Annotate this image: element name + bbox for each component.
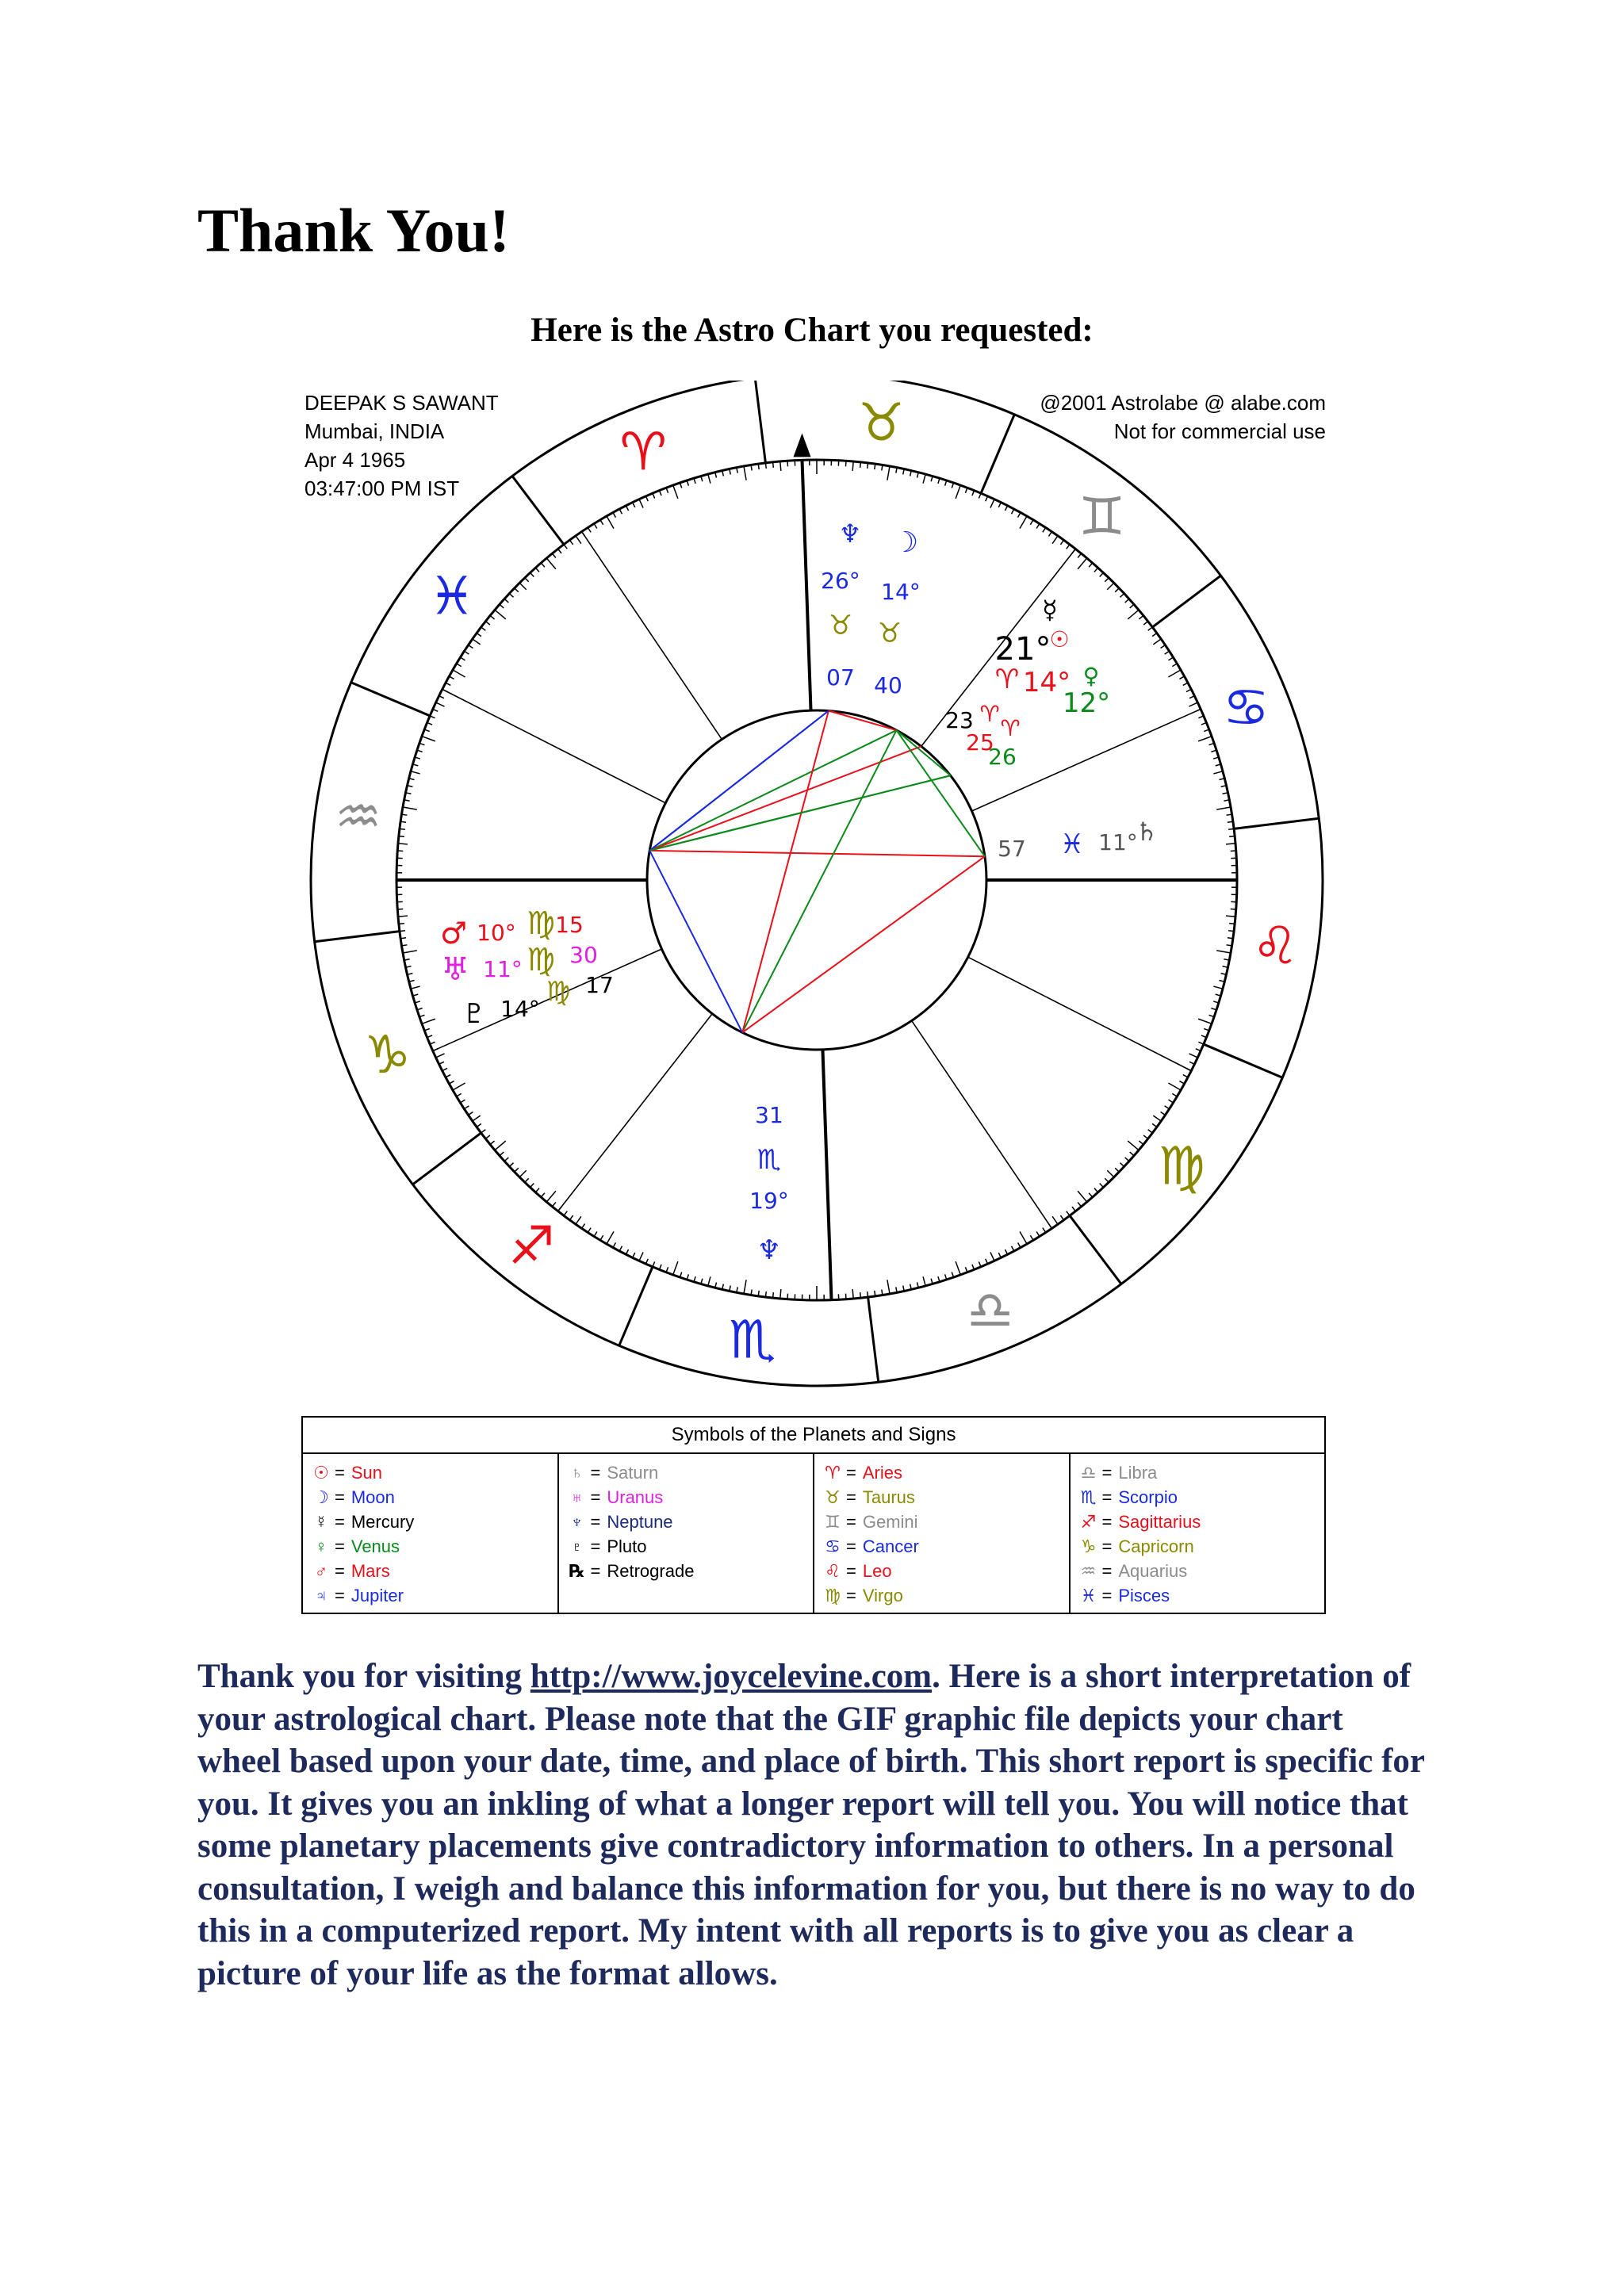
- chart-planet-label: ♏: [756, 1144, 782, 1176]
- legend-label: Sun: [350, 1462, 383, 1483]
- legend-equals: =: [590, 1487, 601, 1507]
- legend-label: Mars: [350, 1560, 390, 1581]
- legend-item-saturn: [567, 1460, 806, 1485]
- legend-item-leo: [822, 1559, 1061, 1583]
- aquarius-sign-icon: ♒: [335, 786, 382, 848]
- legend-equals: =: [1101, 1487, 1113, 1507]
- legend-label: Taurus: [862, 1487, 915, 1507]
- degree-tick: [780, 1289, 781, 1299]
- legend-label: Gemini: [862, 1511, 918, 1532]
- legend-item-pluto: [567, 1534, 806, 1559]
- chart-planet-label: 31: [755, 1102, 783, 1128]
- legend-item-cancer: [822, 1534, 1061, 1559]
- retrograde-symbol-icon: ℞: [569, 1560, 585, 1581]
- chart-planet-label: ♈: [994, 664, 1020, 695]
- pisces-symbol-icon: ♓: [1080, 1585, 1097, 1605]
- legend-item-mars: [311, 1559, 550, 1583]
- degree-tick: [399, 836, 404, 837]
- chart-planet-label: ♉: [828, 610, 853, 641]
- interpretation-paragraph: [197, 1655, 1434, 1995]
- legend-label: Saturn: [607, 1462, 659, 1483]
- chart-planet-label: ☉: [1049, 626, 1070, 652]
- sagittarius-sign-icon: ♐: [508, 1215, 556, 1277]
- legend-label: Retrograde: [607, 1560, 695, 1581]
- degree-tick: [1228, 821, 1233, 822]
- chart-planet-label: ♆: [838, 519, 862, 549]
- usage-notice: Not for commercial use: [1113, 419, 1326, 443]
- legend-label: Aries: [862, 1462, 902, 1483]
- cancer-symbol-icon: ♋: [825, 1536, 841, 1556]
- legend-equals: =: [1101, 1560, 1113, 1581]
- legend-equals: =: [335, 1462, 345, 1483]
- legend-equals: =: [846, 1511, 856, 1532]
- chart-planet-label: 14°: [1022, 667, 1071, 698]
- capricorn-symbol-icon: ♑: [1080, 1536, 1097, 1556]
- chart-planet-label: 57: [998, 836, 1026, 862]
- legend-item-virgo: [822, 1583, 1061, 1608]
- degree-tick: [765, 463, 766, 469]
- page-title: Thank You!: [197, 196, 510, 265]
- legend-item-moon: [311, 1485, 550, 1510]
- legend-label: Aquarius: [1118, 1560, 1188, 1581]
- pisces-sign-icon: ♓: [428, 565, 476, 627]
- legend-label: Leo: [862, 1560, 892, 1581]
- chart-planet-label: 25: [966, 729, 994, 756]
- chart-planet-label: ☿: [1042, 595, 1058, 625]
- legend-equals: =: [846, 1487, 856, 1507]
- legend-label: Libra: [1118, 1462, 1158, 1483]
- legend-item-retrograde: [567, 1559, 806, 1583]
- chart-planet-label: ♉: [877, 618, 902, 649]
- legend-label: Venus: [350, 1536, 400, 1556]
- chart-planet-label: 14°: [500, 996, 540, 1022]
- degree-tick: [860, 1292, 861, 1298]
- legend-equals: =: [846, 1462, 856, 1483]
- venus-symbol-icon: ♀: [314, 1536, 328, 1556]
- legend-equals: =: [335, 1487, 345, 1507]
- degree-tick: [758, 1291, 759, 1296]
- chart-intro-text: Here is the Astro Chart you requested:: [530, 312, 1094, 349]
- legend-column: [1071, 1454, 1325, 1614]
- jupiter-symbol-icon: ♃: [314, 1585, 328, 1605]
- chart-planet-label: ♈: [979, 701, 1000, 727]
- gemini-sign-icon: ♊: [1078, 485, 1126, 547]
- degree-tick: [400, 938, 406, 939]
- chart-planet-label: 23: [945, 707, 974, 733]
- chart-planet-label: ♇: [462, 998, 487, 1030]
- joycelevine-link[interactable]: http://www.joycelevine.com: [530, 1658, 933, 1695]
- degree-tick: [1228, 828, 1234, 829]
- cancer-sign-icon: ♋: [1222, 677, 1270, 739]
- legend-equals: =: [590, 1511, 601, 1532]
- chart-planet-label: 12°: [1062, 687, 1111, 719]
- aquarius-symbol-icon: ♒: [1080, 1560, 1097, 1581]
- legend-label: Scorpio: [1118, 1487, 1178, 1507]
- legend-column: [303, 1454, 559, 1614]
- degree-tick: [758, 464, 759, 469]
- taurus-symbol-icon: ♉: [825, 1487, 841, 1507]
- center-circle: [647, 710, 986, 1050]
- chart-planet-label: 26: [988, 744, 1017, 770]
- sagittarius-symbol-icon: ♐: [1080, 1511, 1097, 1532]
- chart-planet-label: 15: [555, 912, 584, 938]
- chart-planet-label: 11°: [1098, 829, 1138, 855]
- chart-planet-label: 19°: [749, 1188, 789, 1214]
- degree-tick: [400, 931, 405, 932]
- degree-tick: [400, 821, 406, 822]
- chart-planet-label: ♄: [1135, 817, 1159, 847]
- legend-item-uranus: [567, 1485, 806, 1510]
- degree-tick: [1228, 931, 1234, 932]
- degree-tick: [860, 462, 861, 468]
- chart-planet-label: 21°: [994, 631, 1051, 668]
- legend-item-taurus: [822, 1485, 1061, 1510]
- degree-tick: [765, 1292, 766, 1297]
- libra-symbol-icon: ♎: [1080, 1462, 1097, 1483]
- paragraph-intro: Thank you for visiting: [197, 1658, 530, 1695]
- degree-tick: [773, 1292, 774, 1298]
- mars-symbol-icon: ♂: [314, 1560, 328, 1581]
- chart-planet-label: 11°: [483, 956, 523, 982]
- moon-symbol-icon: ☽: [313, 1487, 329, 1507]
- chart-planet-label: 40: [874, 672, 902, 698]
- gemini-symbol-icon: ♊: [825, 1511, 841, 1532]
- birth-place: Mumbai, INDIA: [304, 419, 445, 443]
- chart-planet-label: ♍: [546, 976, 571, 1008]
- legend-label: Uranus: [607, 1487, 664, 1507]
- legend-item-libra: [1078, 1460, 1317, 1485]
- chart-planet-label: 30: [569, 942, 598, 968]
- capricorn-sign-icon: ♑: [363, 1024, 412, 1085]
- legend-label: Neptune: [607, 1511, 673, 1532]
- legend-columns: [303, 1454, 1324, 1614]
- legend-equals: =: [590, 1462, 601, 1483]
- scorpio-symbol-icon: ♏: [1080, 1487, 1097, 1507]
- sun-symbol-icon: ☉: [313, 1462, 329, 1483]
- astro-chart-wheel: [293, 381, 1340, 1427]
- chart-planet-label: ♍: [527, 905, 555, 942]
- saturn-symbol-icon: ♄: [570, 1462, 584, 1483]
- chart-planet-label: ♈: [1000, 715, 1021, 741]
- pluto-symbol-icon: ♇: [570, 1536, 584, 1556]
- legend-item-sagittarius: [1078, 1510, 1317, 1534]
- aries-sign-icon: ♈: [619, 421, 667, 483]
- birth-time: 03:47:00 PM IST: [304, 476, 460, 500]
- legend-equals: =: [846, 1560, 856, 1581]
- paragraph-body: . Here is a short interpretation of your astrological chart. Please note that the GIF graphic file depicts your chart wheel based upon your date, time, and place of birth. This short report is specific for you. It gives you an inkling of what a longer report will tell you. You will notice that some planetary placements give contradictory information to others. In a personal consultation, I weigh and balance this information for you, but there is no way to do this in a computerized report. My intent with all reports is to give you as clear a picture of your life as the format allows.: [197, 1658, 1425, 1992]
- wheel-rings: [311, 381, 1323, 1386]
- copyright-text: @2001 Astrolabe @ alabe.com: [1040, 391, 1326, 415]
- legend-column: [559, 1454, 815, 1614]
- chart-planet-label: 14°: [881, 579, 921, 605]
- legend-item-neptune: [567, 1510, 806, 1534]
- legend-equals: =: [1101, 1536, 1113, 1556]
- legend-item-pisces: [1078, 1583, 1317, 1608]
- legend-item-aquarius: [1078, 1559, 1317, 1583]
- legend-equals: =: [1101, 1585, 1113, 1605]
- chart-planet-label: 07: [826, 664, 855, 691]
- legend-equals: =: [335, 1511, 345, 1532]
- chart-planet-label: 26°: [821, 568, 860, 594]
- legend-item-scorpio: [1078, 1485, 1317, 1510]
- degree-tick: [1229, 836, 1235, 837]
- legend-item-jupiter: [311, 1583, 550, 1608]
- virgo-sign-icon: ♍: [1158, 1135, 1205, 1197]
- degree-tick: [773, 462, 774, 468]
- legend-label: Mercury: [350, 1511, 415, 1532]
- legend-label: Virgo: [862, 1585, 903, 1605]
- virgo-symbol-icon: ♍: [825, 1585, 841, 1605]
- legend-equals: =: [846, 1585, 856, 1605]
- taurus-sign-icon: ♉: [857, 392, 905, 453]
- legend-item-venus: [311, 1534, 550, 1559]
- legend-label: Jupiter: [350, 1585, 404, 1605]
- birth-date: Apr 4 1965: [304, 448, 406, 472]
- birth-name: DEEPAK S SAWANT: [304, 391, 499, 415]
- leo-symbol-icon: ♌: [825, 1560, 841, 1581]
- uranus-symbol-icon: ♅: [570, 1487, 584, 1507]
- legend-label: Pisces: [1118, 1585, 1170, 1605]
- mercury-symbol-icon: ☿: [314, 1511, 328, 1532]
- legend-equals: =: [590, 1560, 601, 1581]
- legend-label: Pluto: [607, 1536, 647, 1556]
- leo-sign-icon: ♌: [1251, 915, 1299, 977]
- legend-equals: =: [1101, 1462, 1113, 1483]
- legend-label: Capricorn: [1118, 1536, 1194, 1556]
- scorpio-sign-icon: ♏: [729, 1309, 776, 1371]
- degree-tick: [852, 461, 853, 471]
- chart-planet-label: ☽: [892, 526, 919, 559]
- neptune-symbol-icon: ♆: [570, 1511, 584, 1532]
- degree-tick: [1228, 938, 1233, 939]
- degree-tick: [780, 461, 781, 471]
- chart-planet-label: ♍: [527, 942, 555, 978]
- legend-item-capricorn: [1078, 1534, 1317, 1559]
- legend-item-sun: [311, 1460, 550, 1485]
- libra-sign-icon: ♎: [967, 1280, 1014, 1341]
- legend-equals: =: [335, 1536, 345, 1556]
- legend-title: Symbols of the Planets and Signs: [303, 1418, 1324, 1454]
- legend-equals: =: [335, 1585, 345, 1605]
- aries-symbol-icon: ♈: [825, 1462, 841, 1483]
- chart-planet-label: 10°: [477, 920, 516, 946]
- degree-tick: [400, 828, 405, 829]
- chart-planet-label: ♀: [1082, 663, 1100, 689]
- chart-planet-label: ♅: [441, 951, 469, 988]
- legend-label: Cancer: [862, 1536, 919, 1556]
- symbols-legend: [301, 1416, 1326, 1614]
- legend-equals: =: [335, 1560, 345, 1581]
- legend-item-aries: [822, 1460, 1061, 1485]
- legend-label: Sagittarius: [1118, 1511, 1201, 1532]
- degree-tick: [852, 1289, 853, 1299]
- legend-column: [814, 1454, 1071, 1614]
- chart-planet-label: ♆: [756, 1234, 782, 1266]
- chart-planet-label: ♓: [1059, 828, 1085, 860]
- legend-item-mercury: [311, 1510, 550, 1534]
- legend-equals: =: [590, 1536, 601, 1556]
- legend-label: Moon: [350, 1487, 395, 1507]
- legend-item-gemini: [822, 1510, 1061, 1534]
- legend-equals: =: [1101, 1511, 1113, 1532]
- chart-planet-label: 17: [585, 972, 614, 998]
- chart-planet-label: ♂: [439, 916, 468, 951]
- legend-equals: =: [846, 1536, 856, 1556]
